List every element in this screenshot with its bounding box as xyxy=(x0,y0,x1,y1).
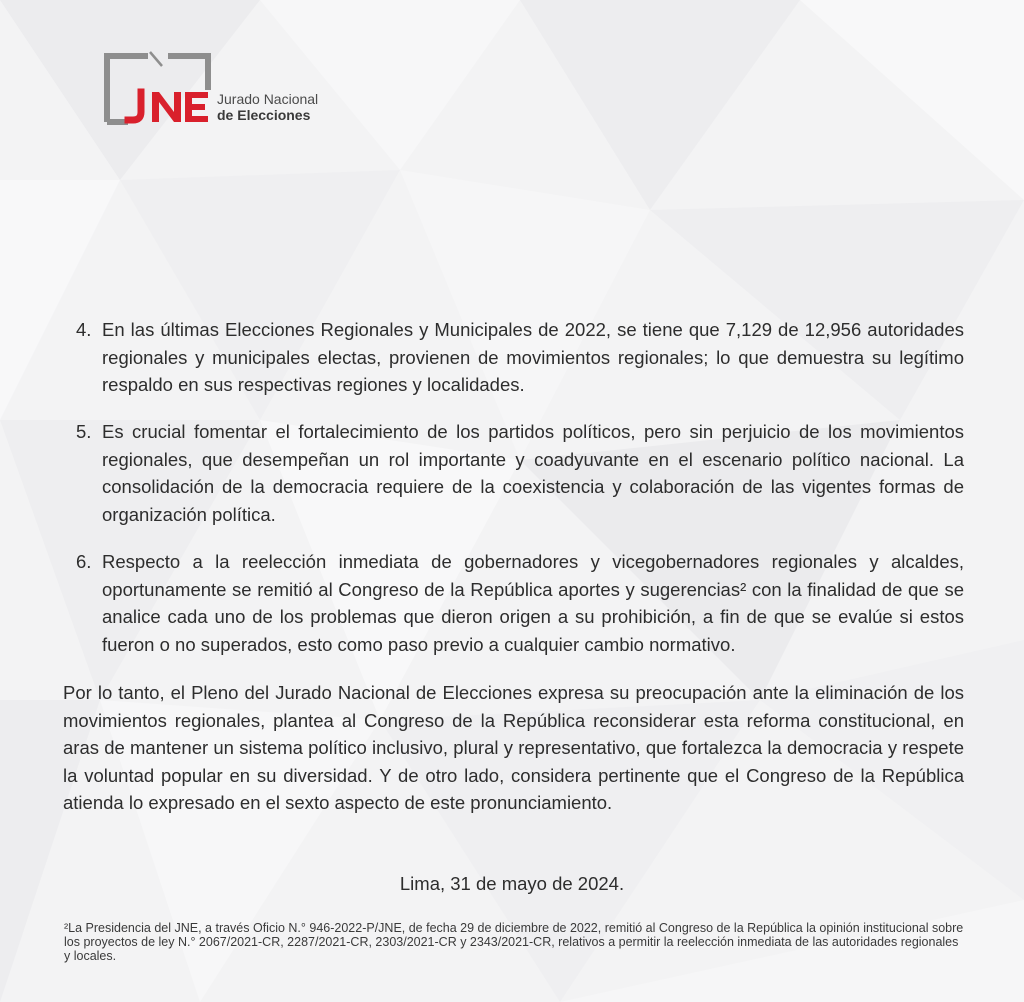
list-item-5 xyxy=(76,418,964,528)
item-text: En las últimas Elecciones Regionales y Municipales de 2022, se tiene que 7,129 de 12,956 autoridades regionales y municipales electas, provienen de movimientos regionales; lo que demuestra su legítimo respaldo en sus respectivas regiones y localidades. xyxy=(102,319,964,395)
jne-logo xyxy=(104,50,344,130)
institution-name-line1: Jurado Nacional xyxy=(217,91,319,107)
conclusion-paragraph: Por lo tanto, el Pleno del Jurado Nacional de Elecciones expresa su preocupación ante la eliminación de los movimientos regionales, plantea al Congreso de la República reconsiderar esta reforma constitucional, en aras de mantener un sistema político inclusivo, plural y representativo, que fortalezca la democracia y respete la voluntad popular en su diversidad. Y de otro lado, considera pertinente que el Congreso de la República atienda lo expresado en el sexto aspecto de este pronunciamiento. xyxy=(63,682,964,813)
item-text: Respecto a la reelección inmediata de gobernadores y vicegobernadores regionales y alcaldes, oportunamente se remitió al Congreso de la República aportes y sugerencias² con la finalidad de que se analice cada uno de los problemas que dieron origen a su prohibición, a fin de que se evalúe si estos fueron o no superados, esto como paso previo a cualquier cambio normativo. xyxy=(102,551,964,655)
institution-name xyxy=(217,91,318,123)
institution-name-line2: de Elecciones xyxy=(217,107,311,123)
signature-date: Lima, 31 de mayo de 2024. xyxy=(399,873,625,894)
jne-logo-mark xyxy=(104,50,214,126)
list-item-6 xyxy=(76,548,964,658)
item-number: 6. xyxy=(76,551,92,572)
item-number: 5. xyxy=(76,421,92,442)
item-text: Es crucial fomentar el fortalecimiento de los partidos políticos, pero sin perjuicio de los movimientos regionales, que desempeñan un rol importante y coadyuvante en el escenario político nacional. La consolidación de la democracia requiere de la coexistencia y colaboración de las vigentes formas de organización política. xyxy=(102,421,964,525)
list-item-4 xyxy=(76,316,964,399)
footnote: ²La Presidencia del JNE, a través Oficio N.° 946-2022-P/JNE, de fecha 29 de diciembre de 2022, remitió al Congreso de la República la opinión institucional sobre los proyectos de ley N.° 2067/2021-CR, 2287/2021-CR, 2303/2021-CR y 2343/2021-CR, relativos a permitir la reelección inmediata de las autoridades regionales y locales. xyxy=(64,921,964,963)
item-number: 4. xyxy=(76,319,92,340)
